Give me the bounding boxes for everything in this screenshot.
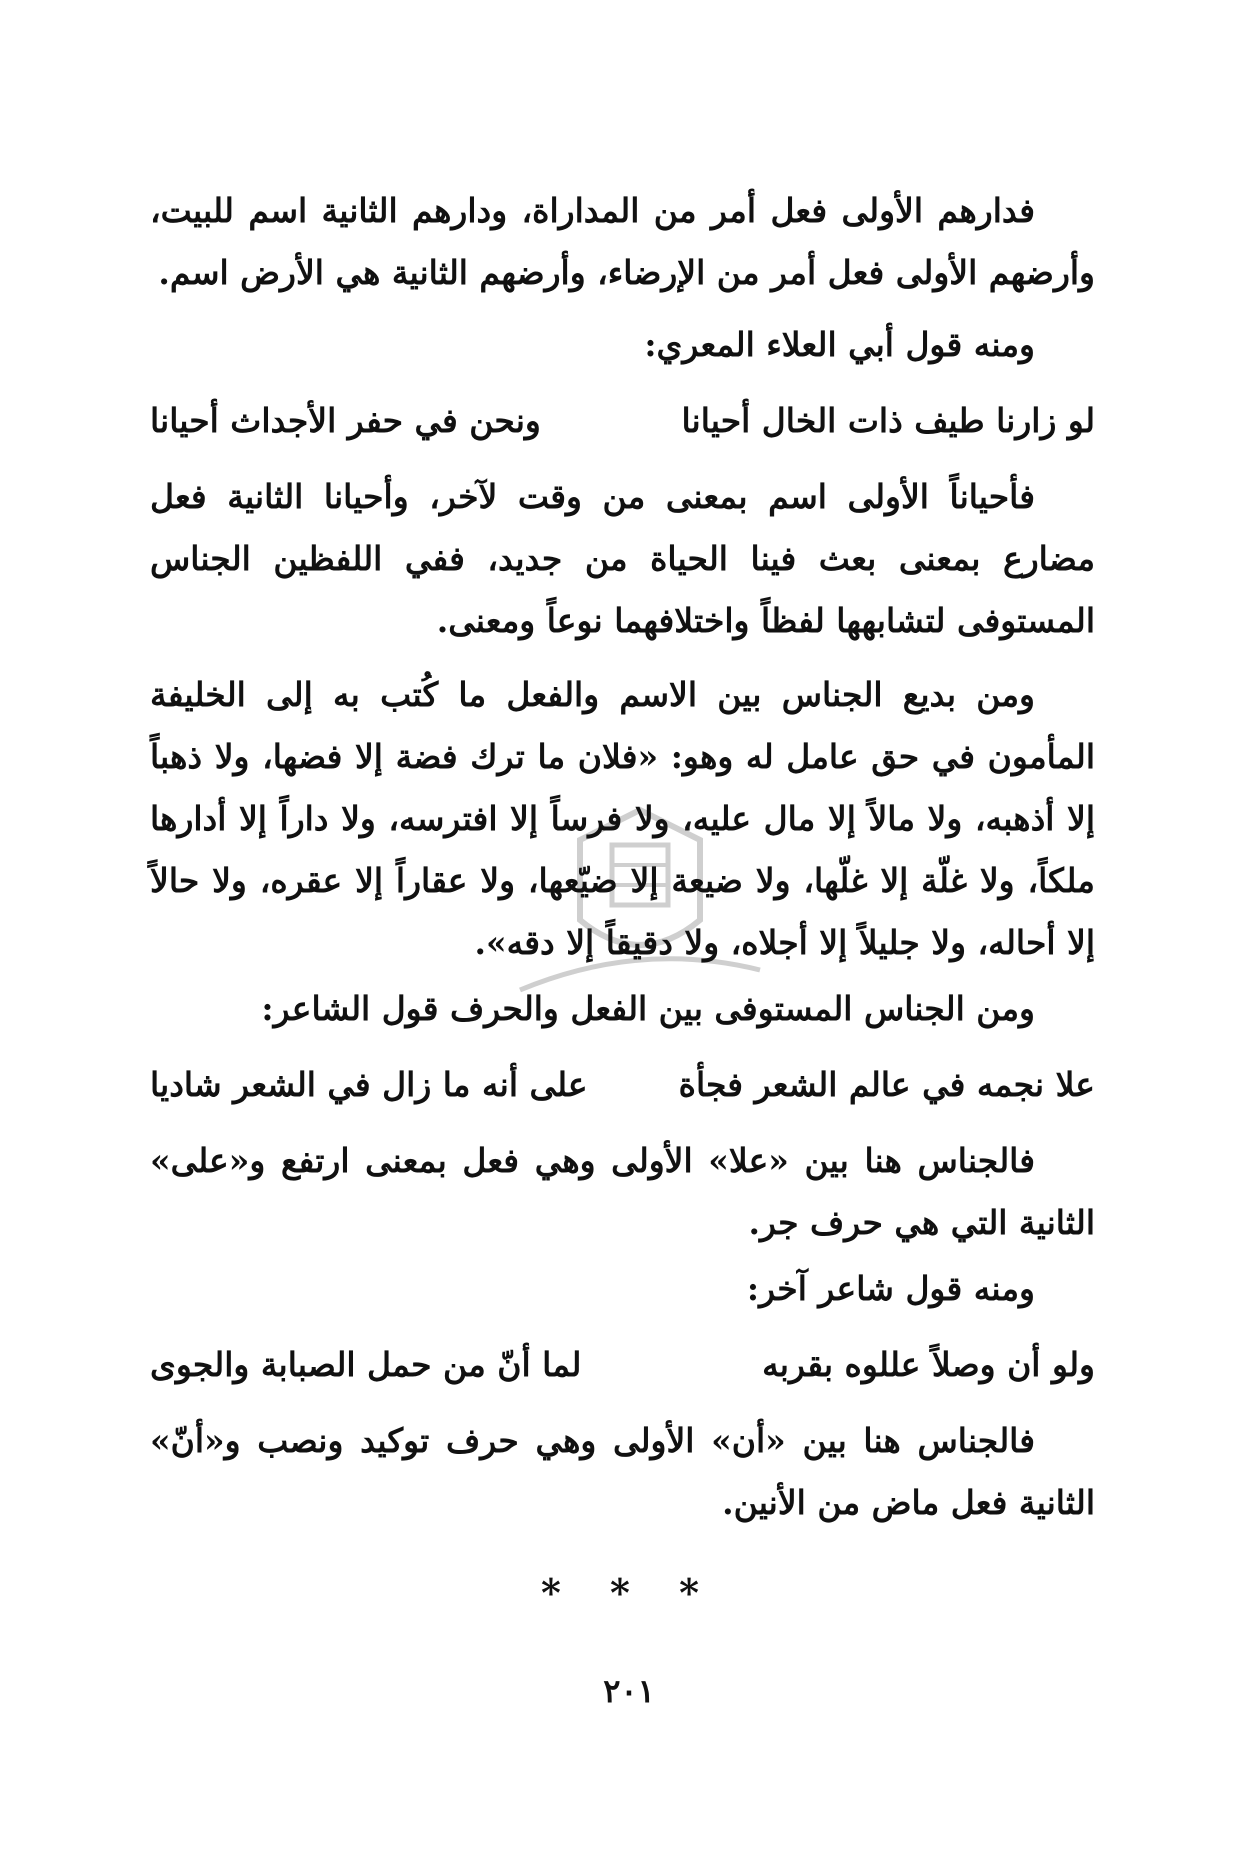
verse-3-second-hemistich: لما أنّ من حمل الصبابة والجوى (150, 1345, 582, 1384)
paragraph-2: ومنه قول أبي العلاء المعري: (644, 325, 1035, 364)
paragraph-7: ومنه قول شاعر آخر: (746, 1269, 1035, 1308)
verse-1-first-hemistich: لو زارنا طيف ذات الخال أحيانا (681, 401, 1095, 440)
section-separator: * * * (540, 1570, 718, 1615)
page-body (150, 180, 1095, 1534)
paragraph-4: ومن بديع الجناس بين الاسم والفعل ما كُتب به إلى الخليفة المأمون في حق عامل له وهو: «فلان ما ترك فضة إلا فضها، ولا ذهباً إلا أذهبه، ولا مالاً إلا مال عليه، ولا فرساً إلا افترسه، ولا داراً إلا أدارها ملكاً، ولا غلّة إلا غلّها، ولا ضيعة إلا ضيّعها، ولا عقاراً إلا عقره، ولا حالاً إلا أحاله، ولا جليلاً إلا أجلاه، ولا دقيقاً إلا دقه». (150, 675, 1095, 962)
paragraph-6: فالجناس هنا بين «علا» الأولى وهي فعل بمعنى ارتفع و«على» الثانية التي هي حرف جر. (150, 1141, 1095, 1242)
verse-3 (150, 1334, 1095, 1396)
verse-1 (150, 390, 1095, 452)
paragraph-8: فالجناس هنا بين «أن» الأولى وهي حرف توكيد ونصب و«أنّ» الثانية فعل ماض من الأنين. (150, 1421, 1095, 1522)
verse-2 (150, 1054, 1095, 1116)
verse-1-second-hemistich: ونحن في حفر الأجداث أحيانا (150, 401, 541, 440)
verse-2-first-hemistich: علا نجمه في عالم الشعر فجأة (678, 1065, 1095, 1104)
verse-3-first-hemistich: ولو أن وصلاً عللوه بقربه (762, 1345, 1095, 1384)
paragraph-1: فدارهم الأولى فعل أمر من المداراة، ودارهم الثانية اسم للبيت، وأرضهم الأولى فعل أمر من الإرضاء، وأرضهم الثانية هي الأرض اسم. (150, 191, 1095, 292)
verse-2-second-hemistich: على أنه ما زال في الشعر شاديا (150, 1065, 588, 1104)
paragraph-5: ومن الجناس المستوفى بين الفعل والحرف قول الشاعر: (261, 989, 1035, 1028)
page-number: ٢٠١ (603, 1672, 655, 1710)
paragraph-3: فأحياناً الأولى اسم بمعنى من وقت لآخر، وأحيانا الثانية فعل مضارع بمعنى بعث فينا الحياة من جديد، ففي اللفظين الجناس المستوفى لتشابهها لفظاً واختلافهما نوعاً ومعنى. (150, 477, 1095, 640)
